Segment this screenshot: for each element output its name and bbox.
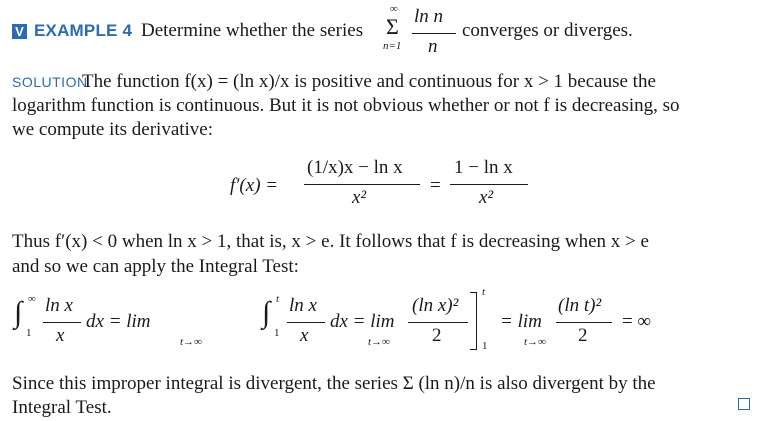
derivative-frac2-denominator: x² — [479, 187, 494, 208]
integral-1-upper: ∞ — [28, 293, 36, 305]
derivative-frac2-bar — [450, 184, 528, 185]
integral-2-numerator: ln x — [289, 295, 317, 316]
solution-label: SOLUTION — [12, 74, 88, 90]
lim-subscript-2: t→∞ — [368, 336, 390, 348]
bracket-lower: 1 — [482, 340, 488, 352]
integral-3-numerator: (ln x)² — [412, 295, 459, 316]
integral-3-bar — [408, 322, 468, 323]
integral-1-numerator: ln x — [45, 295, 73, 316]
sum-fraction-bar — [412, 33, 456, 34]
sum-denominator: n — [428, 36, 438, 57]
conclusion-line-1: Since this improper integral is divergent, the series Σ (ln n)/n is also divergent by the — [12, 373, 656, 394]
integral-1-bar — [43, 322, 81, 323]
integral-2-lower: 1 — [274, 327, 280, 339]
integral-2-bar — [287, 322, 325, 323]
sum-numerator: ln n — [414, 6, 444, 27]
bracket-upper: t — [482, 286, 486, 298]
integral-1-lower: 1 — [26, 327, 32, 339]
derivative-lhs: f′(x) = — [230, 175, 279, 196]
example-marker-glyph: V — [15, 24, 24, 39]
integral-sign-1: ∫ — [14, 296, 23, 329]
evaluation-bracket — [470, 292, 477, 350]
solution-line-2: logarithm function is continuous. But it is not obvious whether or not f is decreasing, so — [12, 95, 680, 116]
lim-subscript-3: t→∞ — [524, 336, 546, 348]
sum-lower-limit: n=1 — [383, 40, 402, 52]
lim-subscript-1: t→∞ — [180, 336, 202, 348]
para2-line-2: and so we can apply the Integral Test: — [12, 256, 299, 277]
derivative-frac1-numerator: (1/x)x − ln x — [307, 157, 403, 178]
integral-2-denominator: x — [300, 325, 309, 346]
derivative-frac1-denominator: x² — [352, 187, 367, 208]
example-lead-text: Determine whether the series — [141, 20, 364, 41]
derivative-equals: = — [430, 175, 441, 196]
integral-dx-lim-1: dx = lim — [86, 311, 151, 332]
example-label: EXAMPLE 4 — [34, 21, 133, 40]
integral-eq-lim-3: = lim — [500, 311, 542, 332]
integral-2-upper: t — [276, 293, 280, 305]
example-marker-icon — [12, 24, 27, 39]
end-of-example-icon — [738, 398, 750, 410]
sigma-symbol: Σ — [386, 14, 399, 39]
example-tail-text: converges or diverges. — [462, 20, 633, 41]
integral-result: = ∞ — [622, 311, 652, 332]
integral-sign-2: ∫ — [262, 296, 271, 329]
integral-4-bar — [556, 322, 612, 323]
integral-3-denominator: 2 — [432, 325, 442, 346]
derivative-frac2-numerator: 1 − ln x — [454, 157, 513, 178]
para2-line-1: Thus f′(x) < 0 when ln x > 1, that is, x > e. It follows that f is decreasing when x > e — [12, 231, 649, 252]
derivative-frac1-bar — [304, 184, 420, 185]
integral-4-denominator: 2 — [578, 325, 588, 346]
integral-1-denominator: x — [56, 325, 65, 346]
integral-4-numerator: (ln t)² — [558, 295, 602, 316]
integral-dx-lim-2: dx = lim — [330, 311, 395, 332]
solution-line-1: The function f(x) = (ln x)/x is positive and continuous for x > 1 because the — [82, 71, 656, 92]
sum-upper-limit: ∞ — [390, 3, 398, 15]
solution-line-3: we compute its derivative: — [12, 119, 214, 140]
conclusion-line-2: Integral Test. — [12, 397, 112, 418]
